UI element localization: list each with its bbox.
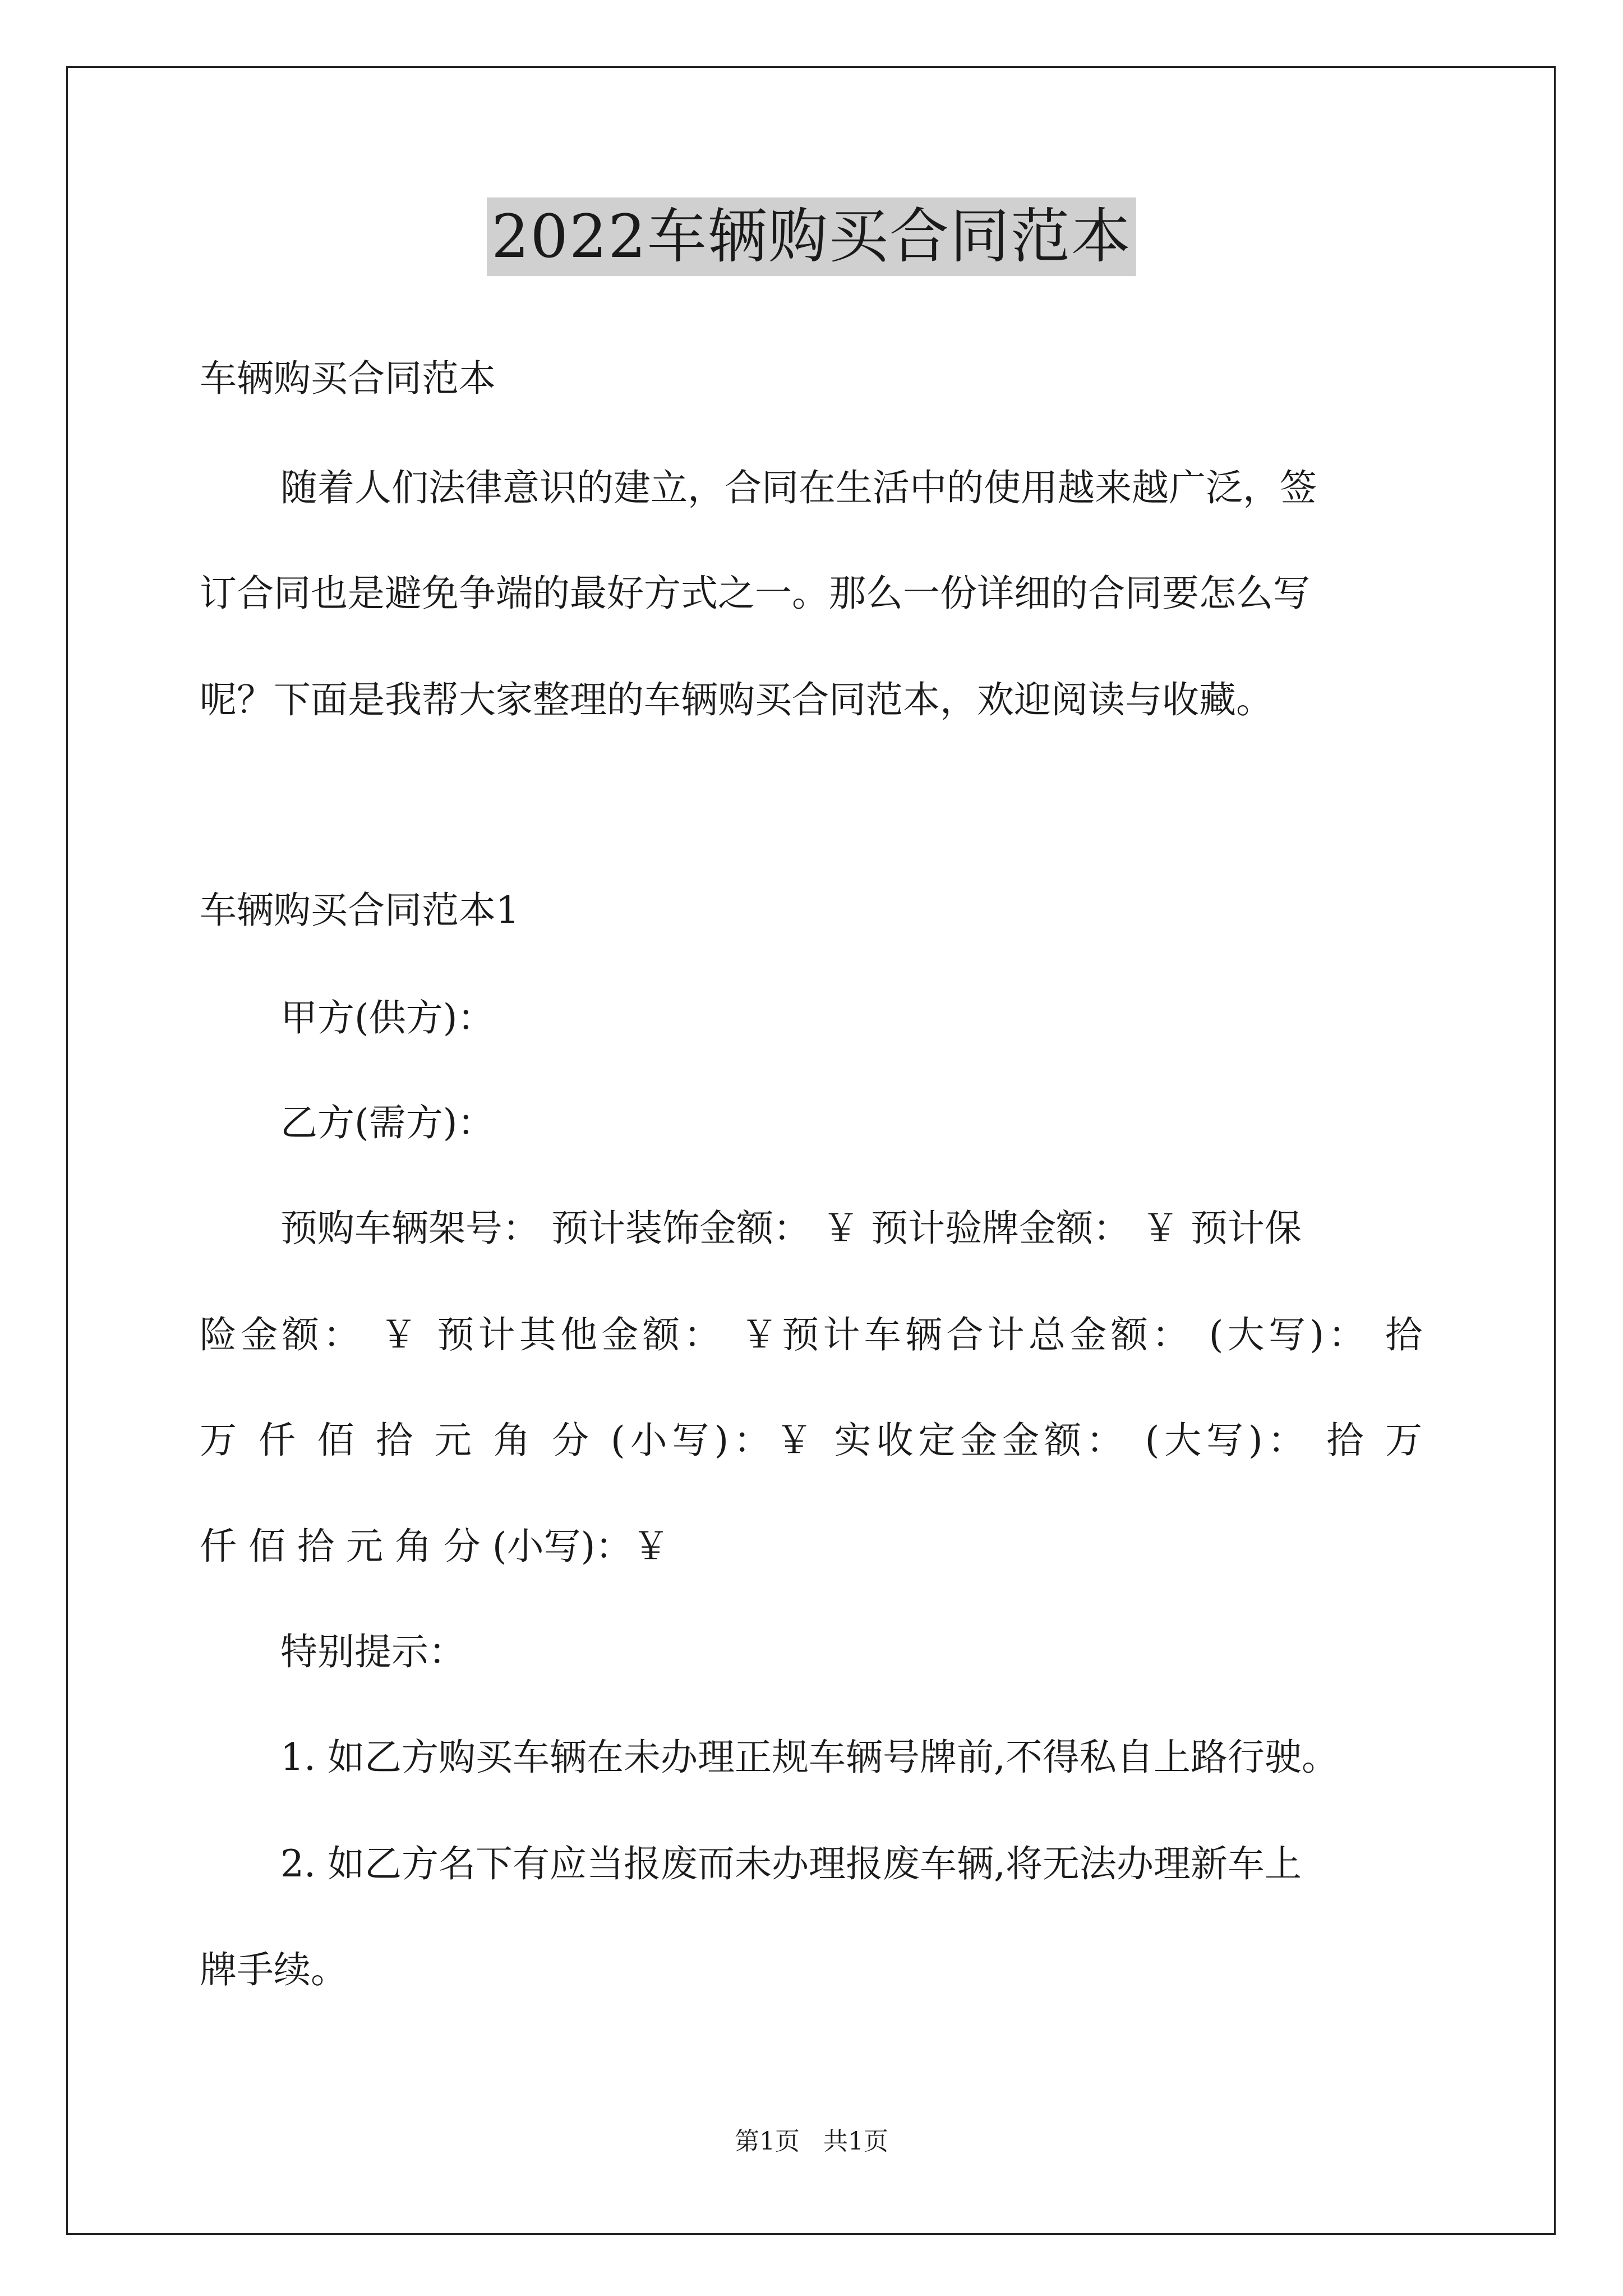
party-b-line: 乙方(需方)： — [280, 1101, 495, 1144]
notice-line-2: 2. 如乙方名下有应当报废而未办理报废车辆,将无法办理新车上 — [280, 1842, 1302, 1885]
section1-heading: 车辆购买合同范本1 — [200, 889, 519, 932]
notice-line-3: 牌手续。 — [200, 1948, 348, 1991]
intro-line-2: 订合同也是避免争端的最好方式之一。那么一份详细的合同要怎么写 — [200, 572, 1310, 615]
amount-line-3: 万 仟 佰 拾 元 角 分 (小写)：￥ 实收定金金额： (大写)： 拾 万 — [200, 1419, 1422, 1462]
amount-line-4: 仟 佰 拾 元 角 分 (小写)：￥ — [200, 1525, 670, 1568]
page-footer: 第1页 共1页 — [735, 2127, 888, 2156]
title-container — [0, 197, 1623, 276]
document-title: 2022车辆购买合同范本 — [487, 197, 1136, 276]
intro-line-3: 呢？下面是我帮大家整理的车辆购买合同范本，欢迎阅读与收藏。 — [200, 678, 1273, 721]
notice-label: 特别提示： — [280, 1630, 465, 1673]
subtitle: 车辆购买合同范本 — [200, 357, 496, 400]
amount-line-1: 预购车辆架号： 预计装饰金额： ￥ 预计验牌金额： ￥ 预计保 — [280, 1207, 1302, 1250]
party-a-line: 甲方(供方)： — [280, 996, 495, 1039]
intro-line-1: 随着人们法律意识的建立，合同在生活中的使用越来越广泛，签 — [280, 466, 1317, 509]
notice-line-1: 1. 如乙方购买车辆在未办理正规车辆号牌前,不得私自上路行驶。 — [280, 1736, 1339, 1779]
amount-line-2: 险金额： ￥ 预计其他金额： ￥预计车辆合计总金额： (大写)： 拾 — [200, 1313, 1422, 1356]
